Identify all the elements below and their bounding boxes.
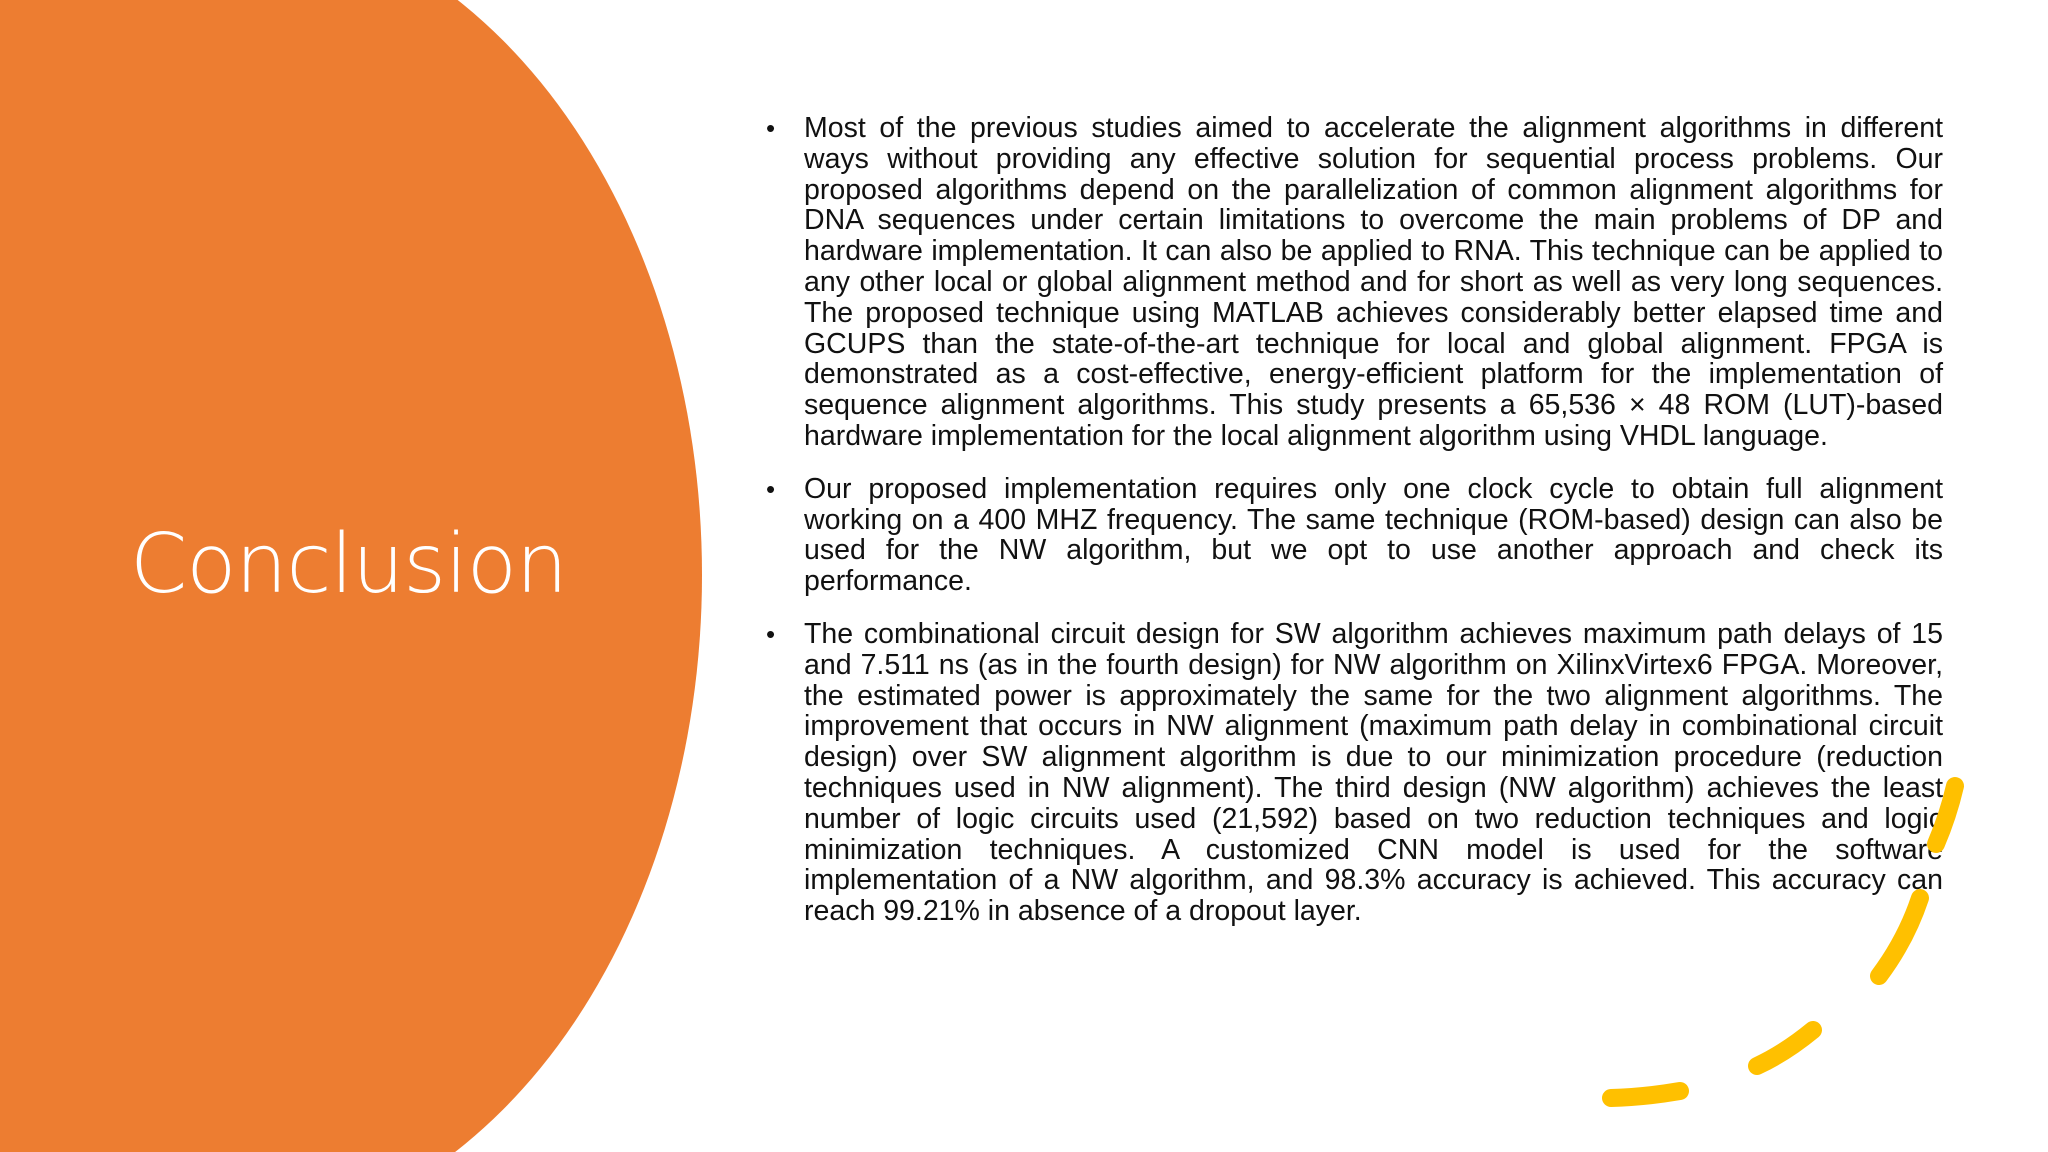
bullet-text: Most of the previous studies aimed to accelerate the alignment algorithms in different ways without providing any effective solution for sequential process problems. Our proposed algorithms depend on the parallelization of common alignment algorithms for DNA sequences under certain limitations to overcome the main problems of DP and hardware implementation. It can also be applied to RNA. This technique can be applied to any other local or global alignment method and for short as well as very long sequences. The proposed technique using MATLAB achieves considerably better elapsed time and GCUPS than the state-of-the-art technique for local and global alignment. FPGA is demonstrated as a cost-effective, energy-efficient platform for the implementation of sequence alignment algorithms. This study presents a 65,536 × 48 ROM (LUT)-based hardware implementation for the local alignment algorithm using VHDL language. <box>804 112 1943 452</box>
bullet-icon: • <box>766 473 776 504</box>
bullet-icon: • <box>766 113 776 143</box>
bullet-list <box>766 113 1943 949</box>
bullet-icon: • <box>766 618 776 649</box>
dash-stroke <box>1611 1091 1680 1098</box>
bullet-text: The combinational circuit design for SW algorithm achieves maximum path delays of 15 and 7.511 ns (as in the fourth design) for NW algorithm on XilinxVirtex6 FPGA. Moreover, the estimated power is approximately the same for the two alignment algorithms. The improvement that occurs in NW alignment (maximum path delay in combinational circuit design) over SW alignment algorithm is due to our minimization procedure (reduction techniques used in NW alignment). The third design (NW algorithm) achieves the least number of logic circuits used (21,592) based on two reduction techniques and logic minimization techniques. A customized CNN model is used for the software implementation of a NW algorithm, and 98.3% accuracy is achieved. This accuracy can reach 99.21% in absence of a dropout layer. <box>804 617 1943 928</box>
bullet-text: Our proposed implementation requires only one clock cycle to obtain full alignment working on a 400 MHZ frequency. The same technique (ROM-based) design can also be used for the NW algorithm, but we opt to use another approach and check its performance. <box>804 472 1943 598</box>
slide-title: Conclusion <box>130 517 567 612</box>
bullet-item <box>766 113 1943 452</box>
bullet-item <box>766 474 1943 597</box>
dash-stroke <box>1757 1030 1813 1066</box>
bullet-item <box>766 619 1943 927</box>
